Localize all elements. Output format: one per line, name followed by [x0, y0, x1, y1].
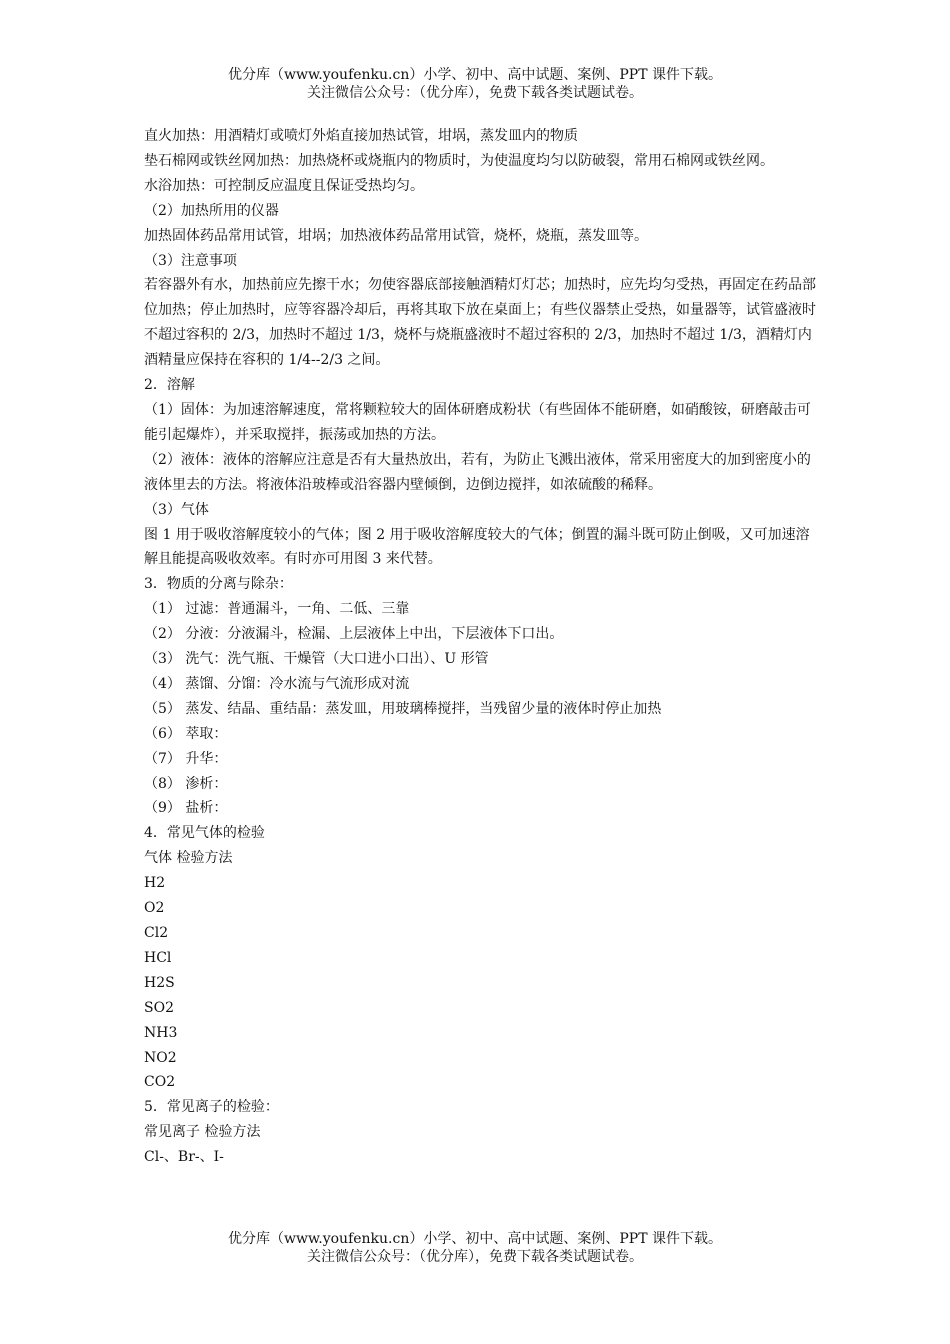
paragraph-direct-heating: 直火加热：用酒精灯或喷灯外焰直接加热试管，坩埚，蒸发皿内的物质 [144, 128, 578, 144]
list-item: （8） 渗析： [144, 775, 228, 792]
page-header [0, 66, 950, 102]
list-item: （2） 分液：分液漏斗，检漏、上层液体上中出，下层液体下口出。 [144, 626, 564, 643]
table-header-gas: 气体 检验方法 [144, 850, 233, 867]
section-heading-dissolution: 2．溶解 [144, 377, 195, 394]
paragraph-asbestos-gauze-heating: 垫石棉网或铁丝网加热：加热烧杯或烧瓶内的物质时，为使温度均匀以防破裂，常用石棉网或铁丝网。 [144, 152, 774, 169]
footer-line-2: 关注微信公众号：（优分库），免费下载各类试题试卷。 [307, 1249, 643, 1265]
list-item: （4） 蒸馏、分馏：冷水流与气流形成对流 [144, 675, 410, 692]
document-body [144, 124, 816, 1170]
gas-row: H2S [144, 974, 175, 991]
paragraph-solid: （1）固体：为加速溶解速度，常将颗粒较大的固体研磨成粉状（有些固体不能研磨，如硝酸铵，研磨敲击可能引起爆炸），并采取搅拌，振荡或加热的方法。 [144, 401, 811, 443]
list-item: （6） 萃取： [144, 725, 228, 742]
list-item: （9） 盐析： [144, 800, 228, 817]
paragraph-liquid: （2）液体：液体的溶解应注意是否有大量热放出，若有，为防止飞溅出液体，常采用密度大的加到密度小的液体里去的方法。将液体沿玻棒或沿容器内壁倾倒，边倒边搅拌，如浓硫酸的稀释。 [144, 451, 811, 493]
gas-row: HCl [144, 949, 172, 966]
section-heading-gas-test: 4．常见气体的检验 [144, 825, 265, 842]
page-footer [0, 1230, 950, 1266]
header-line-1: 优分库（www.youfenku.cn）小学、初中、高中试题、案例、PPT 课件下载。 [227, 67, 722, 83]
list-item: （3） 洗气：洗气瓶、干燥管（大口进小口出）、U 形管 [144, 651, 489, 668]
paragraph-gas: 图 1 用于吸收溶解度较小的气体；图 2 用于吸收溶解度较大的气体；倒置的漏斗既可防止倒吸，又可加速溶解且能提高吸收效率。有时亦可用图 3 来代替。 [144, 526, 810, 568]
subheading-heating-instruments: （2）加热所用的仪器 [144, 202, 279, 219]
list-item: （5） 蒸发、结晶、重结晶：蒸发皿，用玻璃棒搅拌，当残留少量的液体时停止加热 [144, 700, 662, 717]
subheading-gas: （3）气体 [144, 501, 209, 518]
gas-row: NO2 [144, 1049, 177, 1066]
gas-row: CO2 [144, 1074, 176, 1091]
ion-row: Cl-、Br-、I- [144, 1149, 224, 1166]
list-item: （7） 升华： [144, 750, 228, 767]
subheading-precautions: （3）注意事项 [144, 252, 237, 269]
gas-row: Cl2 [144, 925, 169, 941]
paragraph-precautions: 若容器外有水，加热前应先擦干水；勿使容器底部接触酒精灯灯芯；加热时，应先均匀受热，再固定在药品部位加热；停止加热时，应等容器冷却后，再将其取下放在桌面上；有些仪器禁止受热，如量器等，试管盛液时不超过容积的 2/3，加热时不超过 1/3，烧杯与烧瓶盛液时不超过容积的 2/3，加热时不超过 1/3，酒精灯内酒精量应保持在容积的 1/4--2/3 之间。 [144, 277, 816, 369]
list-item: （1） 过滤：普通漏斗，一角、二低、三靠 [144, 601, 410, 618]
paragraph-heating-instruments: 加热固体药品常用试管，坩埚；加热液体药品常用试管，烧杯，烧瓶，蒸发皿等。 [144, 227, 648, 244]
gas-row: NH3 [144, 1024, 178, 1041]
table-header-ion: 常见离子 检验方法 [144, 1124, 261, 1141]
section-heading-ion-test: 5．常见离子的检验： [144, 1099, 279, 1116]
paragraph-water-bath: 水浴加热：可控制反应温度且保证受热均匀。 [144, 177, 424, 194]
gas-row: SO2 [144, 999, 174, 1016]
gas-row: O2 [144, 900, 165, 917]
footer-line-1: 优分库（www.youfenku.cn）小学、初中、高中试题、案例、PPT 课件下载。 [227, 1231, 722, 1247]
gas-row: H2 [144, 875, 166, 892]
header-line-2: 关注微信公众号：（优分库），免费下载各类试题试卷。 [307, 85, 643, 101]
section-heading-separation: 3．物质的分离与除杂： [144, 576, 293, 593]
